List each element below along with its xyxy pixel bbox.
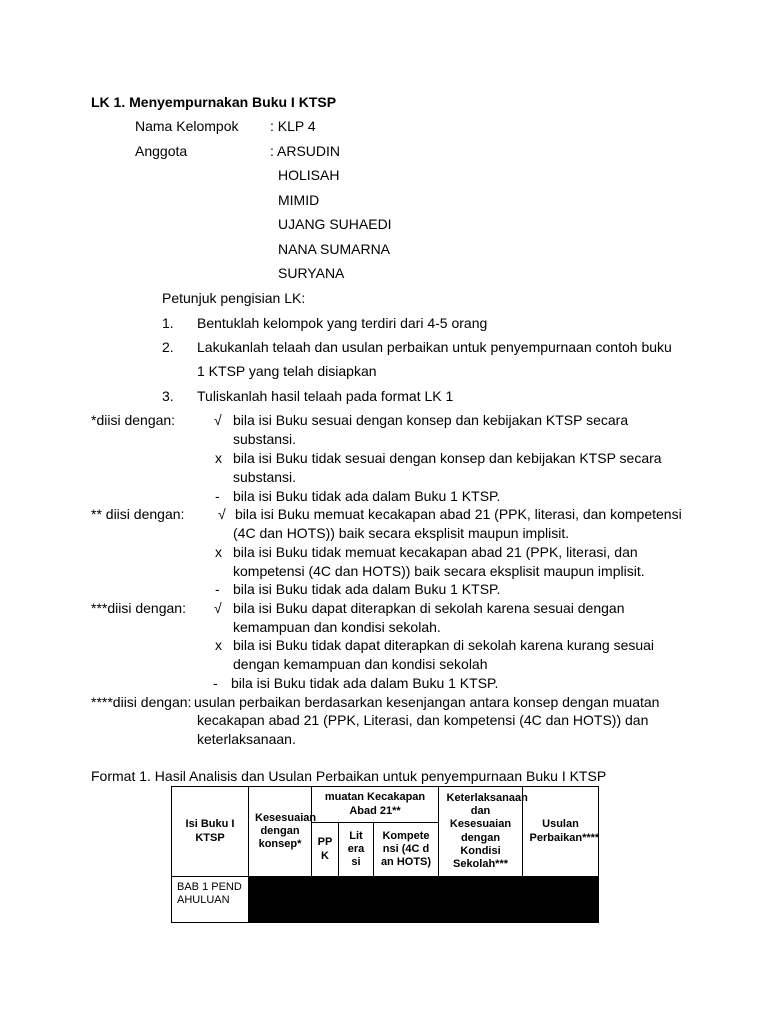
cell-usulan [523,877,599,923]
member: UJANG SUHAEDI [278,216,392,232]
note-text: bila isi Buku tidak ada dalam Buku 1 KTSP. [233,581,501,597]
note-text: bila isi Buku tidak memuat kecakapan abad 21 (PPK, literasi, dan [233,544,638,560]
analysis-table [171,786,599,923]
note-text: bila isi Buku tidak ada dalam Buku 1 KTSP. [231,675,499,691]
note-text: kompetensi (4C dan HOTS)) baik secara eksplisit maupun implisit. [233,563,645,579]
note-text: kecakapan abad 21 (PPK, Literasi, dan kompetensi (4C dan HOTS)) dan [197,712,649,728]
note-text: substansi. [233,431,297,447]
check-mark: √ [214,600,222,616]
header-literasi: Literasi [339,823,374,877]
note-text: bila isi Buku sesuai dengan konsep dan kebijakan KTSP secara [233,412,629,428]
member: HOLISAH [278,167,340,183]
check-mark: √ [218,506,226,522]
header-kesesuaian: Kesesuaian dengan konsep* [249,787,312,877]
member: MIMID [278,192,320,208]
header-kompetensi: Kompetensi (4C dan HOTS) [374,823,439,877]
member: NANA SUMARNA [278,241,391,257]
note-label: ****diisi dengan: [91,694,192,710]
note-label: ***diisi dengan: [91,600,186,616]
note-text: bila isi Buku tidak sesuai dengan konsep dan kebijakan KTSP secara [233,450,662,466]
note-text: dengan kemampuan dan kondisi sekolah [233,656,488,672]
cross-mark: x [215,450,222,466]
note-text: bila isi Buku dapat diterapkan di sekolah karena sesuai dengan [233,600,625,616]
group-name-value: : KLP 4 [270,118,316,134]
note-text: keterlaksanaan. [197,731,296,747]
instructions-heading: Petunjuk pengisian LK: [162,290,306,306]
format-title: Format 1. Hasil Analisis dan Usulan Perbaikan untuk penyempurnaan Buku I KTSP [91,768,607,784]
note-text: usulan perbaikan berdasarkan kesenjangan antara konsep dengan muatan [194,694,660,710]
cell-keterlaksanaan [439,877,523,923]
instruction-number: 1. [162,315,174,331]
member: SURYANA [278,265,345,281]
row-bab-1: BAB 1 PENDAHULUAN [172,877,249,923]
header-muatan-kecakapan: muatan Kecakapan Abad 21** [312,787,439,823]
members-label: Anggota [135,143,188,159]
instruction-text: Tuliskanlah hasil telaah pada format LK 1 [197,388,454,404]
dash-mark: - [215,581,220,597]
instruction-text: Lakukanlah telaah dan usulan perbaikan untuk penyempurnaan contoh buku [197,339,672,355]
cell-kesesuaian [249,877,312,923]
page-title: LK 1. Menyempurnakan Buku I KTSP [91,94,337,110]
header-usulan-perbaikan: Usulan Perbaikan**** [523,787,599,877]
cross-mark: x [215,544,222,560]
note-text: bila isi Buku tidak dapat diterapkan di sekolah karena kurang sesuai [233,637,655,653]
cross-mark: x [215,637,222,653]
dash-mark: - [213,675,218,691]
instruction-text: Bentuklah kelompok yang terdiri dari 4-5 orang [197,315,488,331]
cell-kompetensi [374,877,439,923]
header-ppk: PPK [312,823,339,877]
check-mark: √ [214,412,222,428]
note-text: substansi. [233,469,297,485]
cell-literasi [339,877,374,923]
note-text: bila isi Buku tidak ada dalam Buku 1 KTSP. [233,488,501,504]
header-isi-buku: Isi Buku I KTSP [172,787,249,877]
note-text: kemampuan dan kondisi sekolah. [233,619,441,635]
note-text: (4C dan HOTS)) baik secara eksplisit maupun implisit. [233,525,570,541]
note-text: bila isi Buku memuat kecakapan abad 21 (PPK, literasi, dan kompetensi [235,506,682,522]
note-label: *diisi dengan: [91,412,176,428]
instruction-number: 2. [162,339,174,355]
dash-mark: - [215,488,220,504]
group-name-label: Nama Kelompok [135,118,239,134]
cell-ppk [312,877,339,923]
header-keterlaksanaan: Keterlaksanaan dan Kesesuaian dengan Kondisi Sekolah*** [439,787,523,877]
instruction-text: 1 KTSP yang telah disiapkan [197,363,377,379]
member-first: : ARSUDIN [270,143,341,159]
note-label: ** diisi dengan: [91,506,185,522]
instruction-number: 3. [162,388,174,404]
